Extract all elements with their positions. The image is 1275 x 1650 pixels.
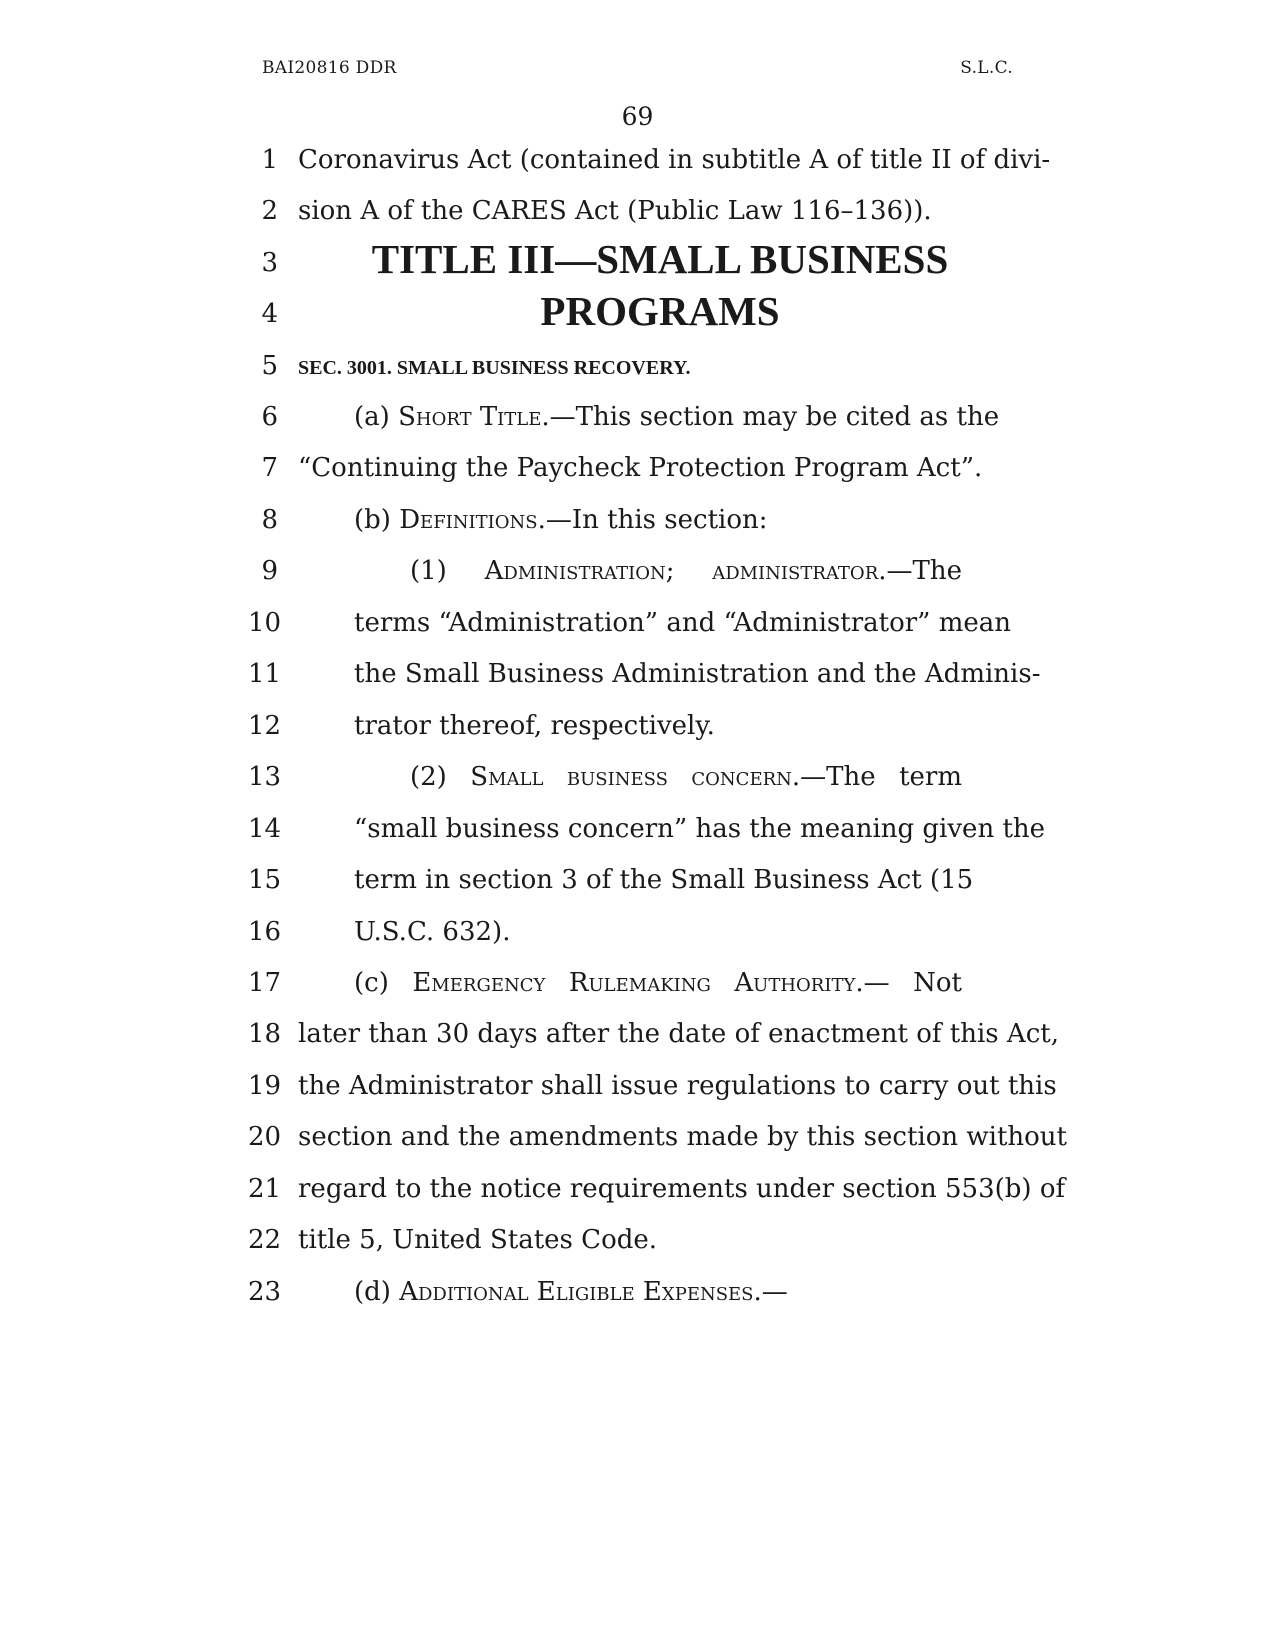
subsection-text: — Not (863, 968, 962, 998)
subsection-label: (a) (354, 402, 399, 432)
line-number: 20 (248, 1122, 282, 1152)
line-text: title 5, United States Code. (298, 1225, 658, 1255)
line-number: 6 (261, 402, 278, 432)
line-number: 10 (248, 608, 282, 638)
line-number: 18 (248, 1019, 282, 1049)
subsection-label: (c) (354, 968, 413, 998)
paragraph-text: —The (886, 556, 962, 586)
line-text: U.S.C. 632). (354, 917, 511, 947)
line-text (410, 555, 962, 587)
line-text: “Continuing the Paycheck Protection Program Act”. (298, 453, 983, 483)
subsection-label: (b) (354, 505, 400, 535)
line-number: 2 (261, 196, 278, 226)
title-heading: PROGRAMS (540, 288, 780, 334)
subsection-label: (d) (354, 1277, 400, 1307)
paragraph-heading: Administration; administrator. (484, 556, 887, 586)
line-number: 8 (261, 505, 278, 535)
line-number: 17 (248, 968, 282, 998)
line-number: 16 (248, 917, 282, 947)
page-number: 69 (621, 102, 654, 131)
line-number: 3 (261, 248, 278, 278)
line-text (354, 504, 767, 536)
line-text (354, 967, 962, 999)
paragraph-heading: Small business concern. (470, 762, 801, 792)
subsection-heading: Short Title. (398, 402, 550, 432)
office-code: S.L.C. (960, 58, 1013, 78)
line-text: the Administrator shall issue regulations to carry out this (298, 1071, 1057, 1101)
subsection-heading: Additional Eligible Expenses. (399, 1277, 762, 1307)
paragraph-text: —The term (800, 762, 963, 792)
paragraph-label: (1) (410, 556, 485, 586)
line-text: regard to the notice requirements under section 553(b) of (298, 1174, 1066, 1204)
line-text (354, 401, 1000, 433)
line-number: 5 (261, 351, 278, 381)
line-text: later than 30 days after the date of enactment of this Act, (298, 1019, 1059, 1049)
line-number: 1 (261, 145, 278, 175)
paragraph-label: (2) (410, 762, 471, 792)
line-number: 13 (248, 762, 282, 792)
line-text: term in section 3 of the Small Business Act (15 (354, 865, 974, 895)
line-text: the Small Business Administration and the Adminis- (354, 659, 1041, 689)
subsection-text: —This section may be cited as the (549, 402, 1000, 432)
line-number: 22 (248, 1225, 282, 1255)
line-text: trator thereof, respectively. (354, 711, 715, 741)
title-heading: TITLE III—SMALL BUSINESS (371, 236, 949, 282)
line-number: 4 (261, 299, 278, 329)
subsection-text: —In this section: (545, 505, 768, 535)
line-text: terms “Administration” and “Administrator” mean (354, 608, 1011, 638)
line-number: 23 (248, 1277, 282, 1307)
subsection-text: — (761, 1277, 788, 1307)
line-text (410, 761, 962, 793)
subsection-heading: Emergency Rulemaking Authority. (412, 968, 864, 998)
line-text (354, 1276, 788, 1308)
line-number: 7 (261, 453, 278, 483)
line-number: 12 (248, 711, 282, 741)
line-text: sion A of the CARES Act (Public Law 116–136)). (298, 196, 932, 226)
document-id: BAI20816 DDR (262, 58, 397, 78)
line-number: 15 (248, 865, 282, 895)
line-number: 21 (248, 1174, 282, 1204)
line-number: 9 (261, 556, 278, 586)
line-number: 11 (248, 659, 282, 689)
line-text: “small business concern” has the meaning given the (354, 814, 1046, 844)
line-text: Coronavirus Act (contained in subtitle A of title II of divi- (298, 145, 1051, 175)
line-text: section and the amendments made by this section without (298, 1122, 1067, 1152)
section-heading: SEC. 3001. SMALL BUSINESS RECOVERY. (298, 357, 691, 379)
line-number: 19 (248, 1071, 282, 1101)
line-number: 14 (248, 814, 282, 844)
subsection-heading: Definitions. (399, 505, 546, 535)
